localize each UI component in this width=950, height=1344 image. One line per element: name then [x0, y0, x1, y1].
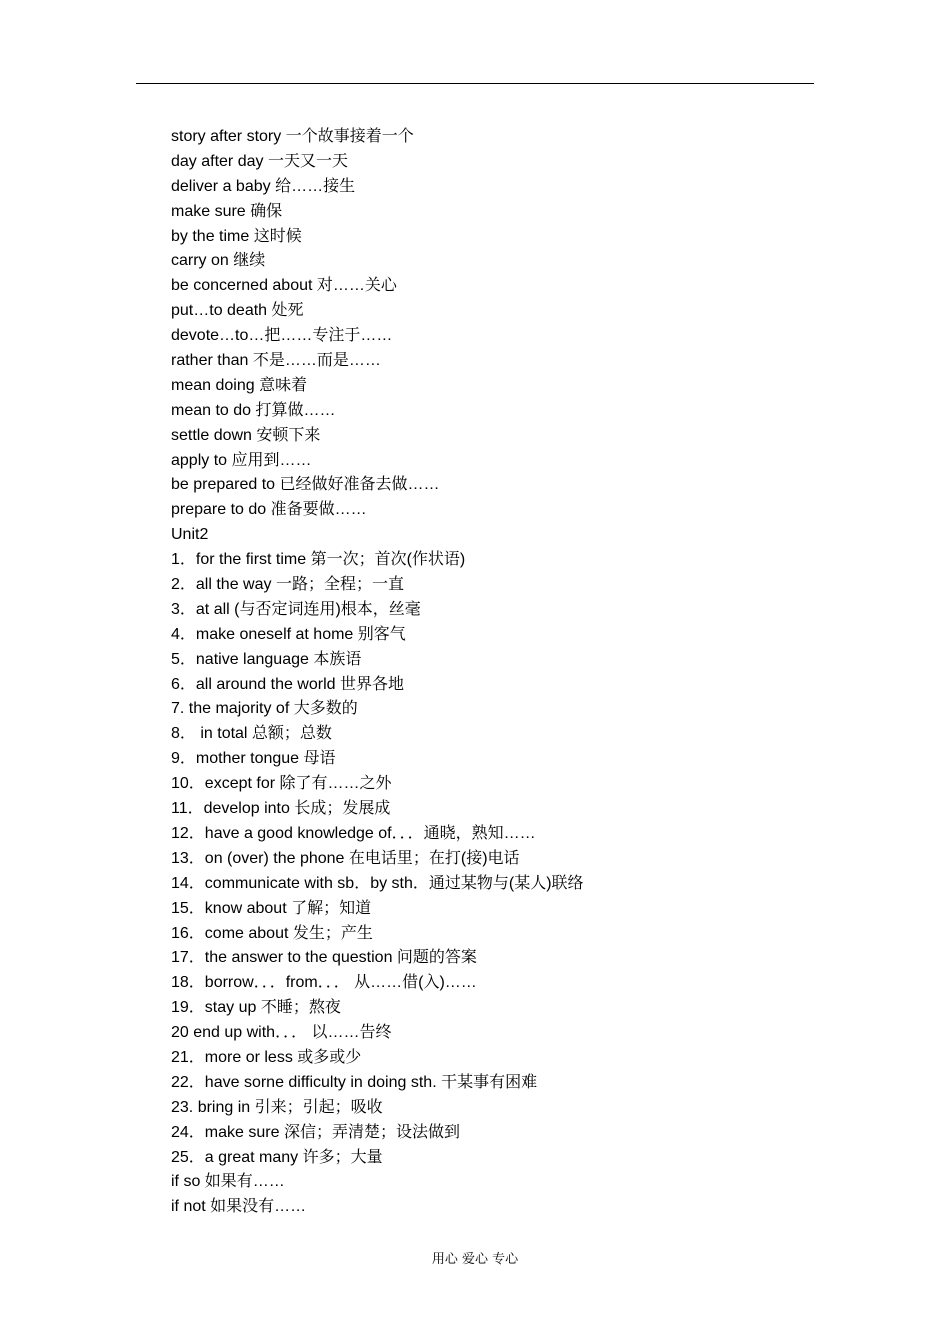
- list-item: 10．except for 除了有……之外: [171, 775, 392, 793]
- list-item: rather than 不是……而是……: [171, 352, 381, 370]
- list-item: 15．know about 了解；知道: [171, 899, 372, 917]
- list-item: deliver a baby 给……接生: [171, 177, 356, 195]
- list-item: prepare to do 准备要做……: [171, 501, 367, 519]
- list-item: 3．at all (与否定词连用)根本，丝毫: [171, 600, 421, 618]
- list-item: devote…to…把……专注于……: [171, 327, 393, 345]
- list-item: story after story 一个故事接着一个: [171, 128, 414, 145]
- list-item: 2．all the way 一路；全程；一直: [171, 576, 404, 594]
- list-item: if so 如果有……: [171, 1173, 285, 1191]
- list-item: 8． in total 总额；总数: [171, 725, 332, 743]
- list-item: 13．on (over) the phone 在电话里；在打(接)电话: [171, 849, 520, 867]
- unit-heading: Unit2: [171, 526, 209, 544]
- list-item: 5．native language 本族语: [171, 650, 362, 668]
- list-item: put…to death 处死: [171, 302, 304, 320]
- list-item: settle down 安顿下来: [171, 426, 321, 444]
- list-item: be prepared to 已经做好准备去做……: [171, 476, 440, 494]
- list-item: 22．have sorne difficulty in doing sth. 干某事有困难: [171, 1073, 538, 1091]
- list-item: mean to do 打算做……: [171, 401, 336, 419]
- list-item: 11．develop into 长成；发展成: [171, 800, 391, 818]
- list-item: 24．make sure 深信；弄清楚；设法做到: [171, 1123, 460, 1141]
- list-item: 17．the answer to the question 问题的答案: [171, 949, 477, 967]
- list-item: apply to 应用到……: [171, 451, 312, 469]
- list-item: 7. the majority of 大多数的: [171, 700, 358, 718]
- list-item: 25．a great many 许多；大量: [171, 1148, 383, 1166]
- list-item: 9．mother tongue 母语: [171, 750, 336, 768]
- list-item: 23. bring in 引来；引起；吸收: [171, 1098, 383, 1116]
- list-item: 6．all around the world 世界各地: [171, 675, 404, 693]
- page-footer: 用心 爱心 专心: [431, 1252, 519, 1267]
- list-item: 12．have a good knowledge of．．．通晓，熟知……: [171, 824, 536, 842]
- list-item: 19．stay up 不睡；熬夜: [171, 999, 341, 1017]
- list-item: 16．come about 发生；产生: [171, 924, 373, 942]
- list-item: mean doing 意味着: [171, 376, 308, 394]
- list-item: 4．make oneself at home 别客气: [171, 625, 406, 643]
- list-item: 1．for the first time 第一次；首次(作状语): [171, 551, 466, 569]
- list-item: 21．more or less 或多或少: [171, 1048, 362, 1066]
- list-item: be concerned about 对……关心: [171, 277, 397, 295]
- list-item: 20 end up with．．． 以……告终: [171, 1024, 392, 1042]
- list-item: 18．borrow．．．from．．． 从……借(入)……: [171, 974, 477, 992]
- list-item: make sure 确保: [171, 202, 283, 220]
- list-item: by the time 这时候: [171, 227, 302, 245]
- header-rule: [136, 83, 814, 84]
- list-item: if not 如果没有……: [171, 1198, 307, 1216]
- list-item: 14．communicate with sb．by sth．通过某物与(某人)联络: [171, 874, 584, 892]
- list-item: carry on 继续: [171, 252, 266, 270]
- vocabulary-list: [171, 125, 871, 1220]
- list-item: day after day 一天又一天: [171, 152, 348, 170]
